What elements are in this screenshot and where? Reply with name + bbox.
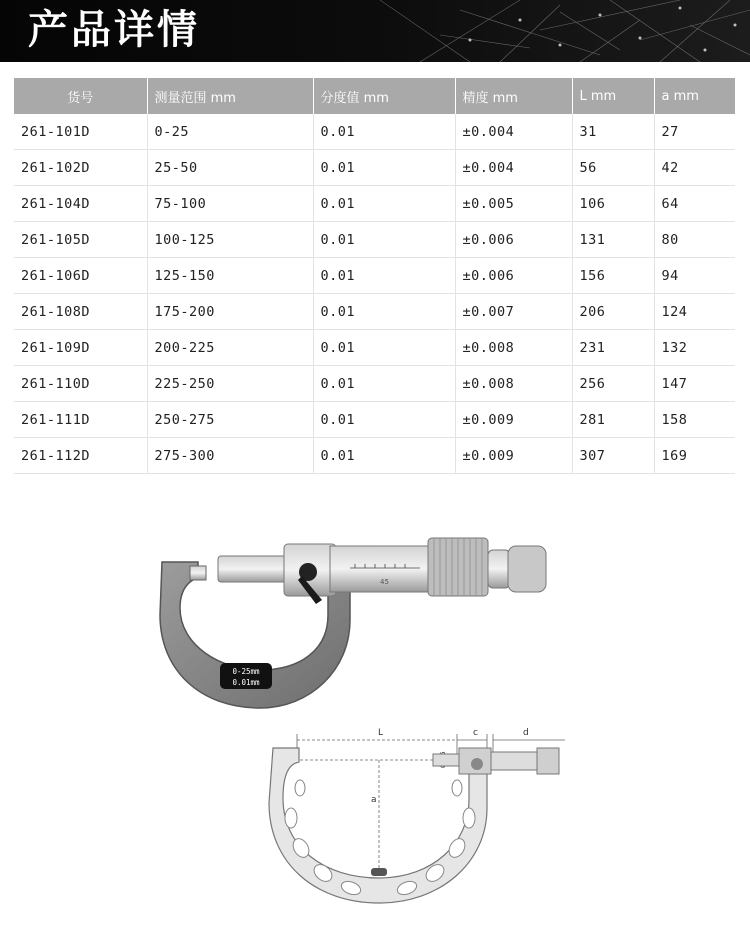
- table-cell: 80: [654, 222, 735, 258]
- table-cell: 281: [572, 402, 654, 438]
- header-graduation: 分度值 mm: [313, 78, 455, 114]
- dim-label-d: d: [523, 728, 529, 738]
- micrometer-photo: [150, 520, 550, 710]
- table-cell: 261-108D: [14, 294, 147, 330]
- table-cell: 169: [654, 438, 735, 474]
- table-cell: 250-275: [147, 402, 313, 438]
- table-cell: 25-50: [147, 150, 313, 186]
- table-cell: 27: [654, 114, 735, 150]
- table-cell: 307: [572, 438, 654, 474]
- dimension-drawing: [255, 718, 585, 928]
- header-item-no: 货号: [14, 78, 147, 114]
- table-cell: 147: [654, 366, 735, 402]
- header-l: L mm: [572, 78, 654, 114]
- table-cell: 261-111D: [14, 402, 147, 438]
- header-a: a mm: [654, 78, 735, 114]
- table-cell: 42: [654, 150, 735, 186]
- table-cell: ±0.008: [455, 366, 572, 402]
- thimble-number: 45: [380, 578, 389, 586]
- header-range: 测量范围 mm: [147, 78, 313, 114]
- table-cell: 231: [572, 330, 654, 366]
- table-row: [14, 222, 735, 258]
- table-cell: 131: [572, 222, 654, 258]
- table-cell: 261-112D: [14, 438, 147, 474]
- table-cell: 0.01: [313, 222, 455, 258]
- table-cell: 275-300: [147, 438, 313, 474]
- table-cell: 0.01: [313, 366, 455, 402]
- table-cell: 0.01: [313, 186, 455, 222]
- table-cell: ±0.007: [455, 294, 572, 330]
- table-cell: 206: [572, 294, 654, 330]
- table-cell: 261-104D: [14, 186, 147, 222]
- table-cell: 125-150: [147, 258, 313, 294]
- table-row: [14, 186, 735, 222]
- title-banner: [0, 0, 750, 62]
- table-cell: ±0.009: [455, 402, 572, 438]
- plate-range: 0-25mm: [232, 667, 260, 676]
- table-cell: ±0.009: [455, 438, 572, 474]
- table-cell: 0.01: [313, 150, 455, 186]
- table-cell: ±0.008: [455, 330, 572, 366]
- table-cell: 106: [572, 186, 654, 222]
- table-cell: 261-109D: [14, 330, 147, 366]
- dim-label-l: L: [378, 728, 384, 738]
- table-row: [14, 438, 735, 474]
- table-cell: 0.01: [313, 114, 455, 150]
- table-cell: 75-100: [147, 186, 313, 222]
- table-row: [14, 258, 735, 294]
- table-cell: ±0.005: [455, 186, 572, 222]
- table-cell: 225-250: [147, 366, 313, 402]
- table-cell: 261-101D: [14, 114, 147, 150]
- table-cell: 261-102D: [14, 150, 147, 186]
- table-cell: 100-125: [147, 222, 313, 258]
- table-cell: 256: [572, 366, 654, 402]
- table-cell: 158: [654, 402, 735, 438]
- table-cell: 200-225: [147, 330, 313, 366]
- table-cell: 156: [572, 258, 654, 294]
- table-cell: ±0.004: [455, 150, 572, 186]
- table-cell: 0.01: [313, 330, 455, 366]
- dim-label-c: c: [473, 728, 478, 738]
- plate-resolution: 0.01mm: [232, 678, 260, 687]
- table-row: [14, 114, 735, 150]
- table-cell: 261-105D: [14, 222, 147, 258]
- table-cell: ±0.004: [455, 114, 572, 150]
- table-cell: 175-200: [147, 294, 313, 330]
- spec-table: [14, 78, 735, 474]
- table-cell: 0.01: [313, 294, 455, 330]
- table-cell: 31: [572, 114, 654, 150]
- page-title: 产品详情: [28, 7, 200, 53]
- table-row: [14, 330, 735, 366]
- table-cell: 132: [654, 330, 735, 366]
- table-row: [14, 402, 735, 438]
- table-cell: 261-110D: [14, 366, 147, 402]
- table-row: [14, 150, 735, 186]
- dim-label-a: a: [371, 795, 377, 805]
- table-cell: ±0.006: [455, 258, 572, 294]
- table-cell: 0.01: [313, 402, 455, 438]
- table-cell: 0.01: [313, 258, 455, 294]
- table-cell: 261-106D: [14, 258, 147, 294]
- table-cell: 56: [572, 150, 654, 186]
- table-row: [14, 294, 735, 330]
- table-cell: 94: [654, 258, 735, 294]
- header-accuracy: 精度 mm: [455, 78, 572, 114]
- table-row: [14, 366, 735, 402]
- table-cell: 0.01: [313, 438, 455, 474]
- table-cell: 64: [654, 186, 735, 222]
- table-header-row: [14, 78, 735, 114]
- table-cell: 124: [654, 294, 735, 330]
- table-cell: 0-25: [147, 114, 313, 150]
- table-cell: ±0.006: [455, 222, 572, 258]
